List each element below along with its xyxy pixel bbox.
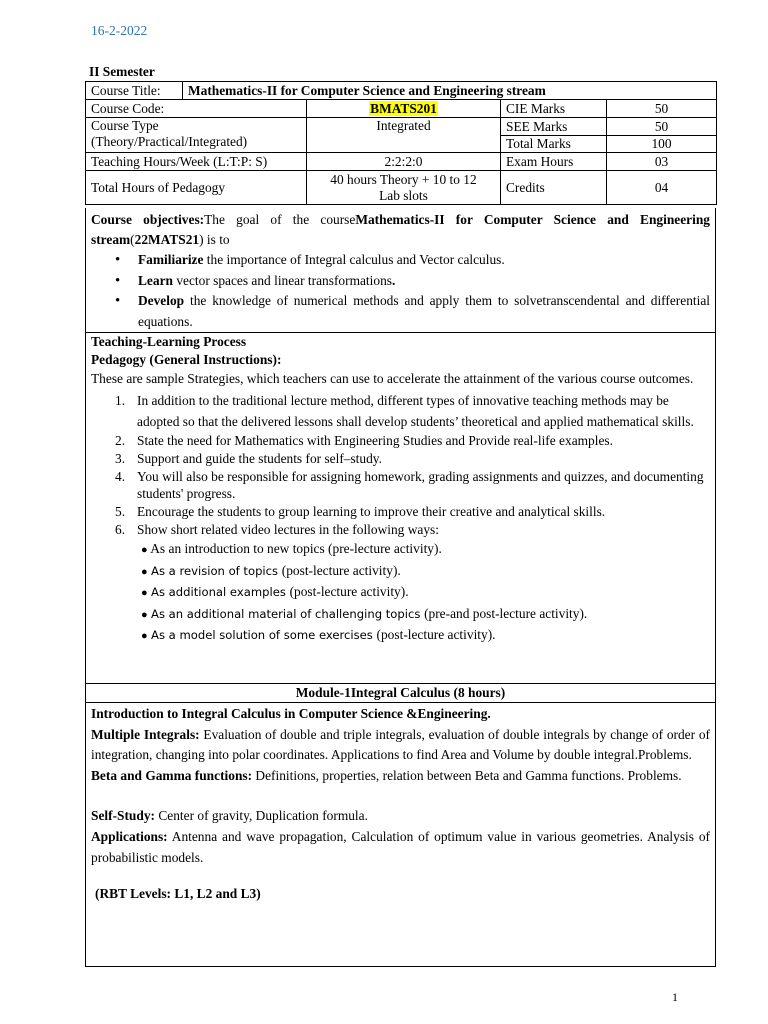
module-1-content	[85, 703, 716, 967]
pedagogy-hours-value-line2: Lab slots	[379, 187, 428, 203]
course-code-value: BMATS201	[370, 100, 437, 116]
total-marks-label: Total Marks	[501, 136, 607, 153]
video-way-item: ● As additional examples (post-lecture activity).	[141, 584, 409, 600]
self-study-paragraph: Self-Study: Center of gravity, Duplication formula.	[91, 808, 368, 824]
page-number: 1	[672, 990, 678, 1004]
credits-label: Credits	[501, 171, 607, 205]
teaching-hours-value: 2:2:2:0	[307, 153, 501, 171]
pedagogy-item: 4. You will also be responsible for assigning homework, grading assignments and quizzes, and documenting students' progress.	[115, 469, 704, 501]
objective-item: • Familiarize the importance of Integral calculus and Vector calculus.	[91, 250, 710, 271]
pedagogy-item: 6. Show short related video lectures in the following ways:	[115, 522, 439, 537]
module-1-title: Module-1Integral Calculus (8 hours)	[85, 684, 716, 703]
video-way-item: ● As a revision of topics (post-lecture activity).	[141, 562, 401, 578]
document-date: 16-2-2022	[91, 23, 148, 38]
course-info-table	[85, 81, 717, 205]
pedagogy-item: 2. State the need for Mathematics with Engineering Studies and Provide real-life examples.	[115, 433, 613, 448]
course-objectives-section	[85, 208, 716, 333]
pedagogy-intro: These are sample Strategies, which teachers can use to accelerate the attainment of the various course outcomes.	[91, 371, 694, 386]
exam-hours-value: 03	[607, 153, 717, 171]
course-objectives-intro: Course objectives:The goal of the courseMathematics-II for Computer Science and Engineering stream(22MATS21) is to	[91, 212, 710, 247]
multiple-integrals-paragraph: Multiple Integrals: Evaluation of double and triple integrals, evaluation of double integrals by change of order of integration, changing into polar coordinates. Applications to find Area and Volume by double integral.Problems.	[91, 726, 710, 763]
objective-item: • Develop the knowledge of numerical methods and apply them to solvetranscendental and differential equations.	[91, 291, 710, 332]
module-1-intro: Introduction to Integral Calculus in Computer Science &Engineering.	[91, 706, 491, 721]
course-type-label: Course Type	[91, 118, 159, 133]
objectives-list	[91, 250, 710, 332]
pedagogy-item: 3. Support and guide the students for self–study.	[115, 451, 382, 466]
credits-value: 04	[607, 171, 717, 205]
video-way-item: ● As a model solution of some exercises (post-lecture activity).	[141, 627, 496, 643]
pedagogy-heading: Pedagogy (General Instructions):	[91, 352, 282, 367]
video-way-item: ● As an introduction to new topics (pre-lecture activity).	[141, 541, 442, 556]
teaching-hours-label: Teaching Hours/Week (L:T:P: S)	[86, 153, 307, 171]
objective-item: • Learn vector spaces and linear transformations.	[91, 271, 710, 292]
teaching-learning-heading: Teaching-Learning Process	[91, 334, 247, 349]
semester-heading: II Semester	[89, 64, 155, 79]
course-title-label: Course Title:	[86, 82, 183, 100]
pedagogy-hours-label: Total Hours of Pedagogy	[86, 171, 307, 205]
pedagogy-item: 5. Encourage the students to group learning to improve their creative and analytical skills.	[115, 504, 606, 519]
video-way-item: ● As an additional material of challenging topics (pre-and post-lecture activity).	[141, 605, 588, 621]
beta-gamma-paragraph: Beta and Gamma functions: Definitions, properties, relation between Beta and Gamma functions. Problems.	[91, 767, 682, 783]
course-type-sublabel: (Theory/Practical/Integrated)	[91, 134, 248, 149]
pedagogy-item: 1. In addition to the traditional lecture method, different types of innovative teaching methods may be adopted so that the delivered lessons shall develop students’ theoretical and applied mathematical skills.	[115, 393, 694, 429]
video-ways-list	[91, 539, 710, 647]
course-code-label: Course Code:	[86, 100, 307, 118]
exam-hours-label: Exam Hours	[501, 153, 607, 171]
total-marks-value: 100	[607, 136, 717, 153]
rbt-levels: (RBT Levels: L1, L2 and L3)	[95, 886, 261, 902]
see-marks-value: 50	[607, 118, 717, 136]
course-title-value: Mathematics-II for Computer Science and Engineering stream	[183, 82, 717, 100]
pedagogy-section	[85, 333, 716, 684]
course-type-value: Integrated	[307, 118, 501, 153]
cie-marks-label: CIE Marks	[501, 100, 607, 118]
pedagogy-hours-value: 40 hours Theory + 10 to 12	[330, 171, 477, 187]
applications-paragraph: Applications: Antenna and wave propagation, Calculation of optimum value in various geometries. Analysis of probabilistic models.	[91, 828, 710, 865]
cie-marks-value: 50	[607, 100, 717, 118]
pedagogy-list	[91, 391, 710, 539]
see-marks-label: SEE Marks	[501, 118, 607, 136]
